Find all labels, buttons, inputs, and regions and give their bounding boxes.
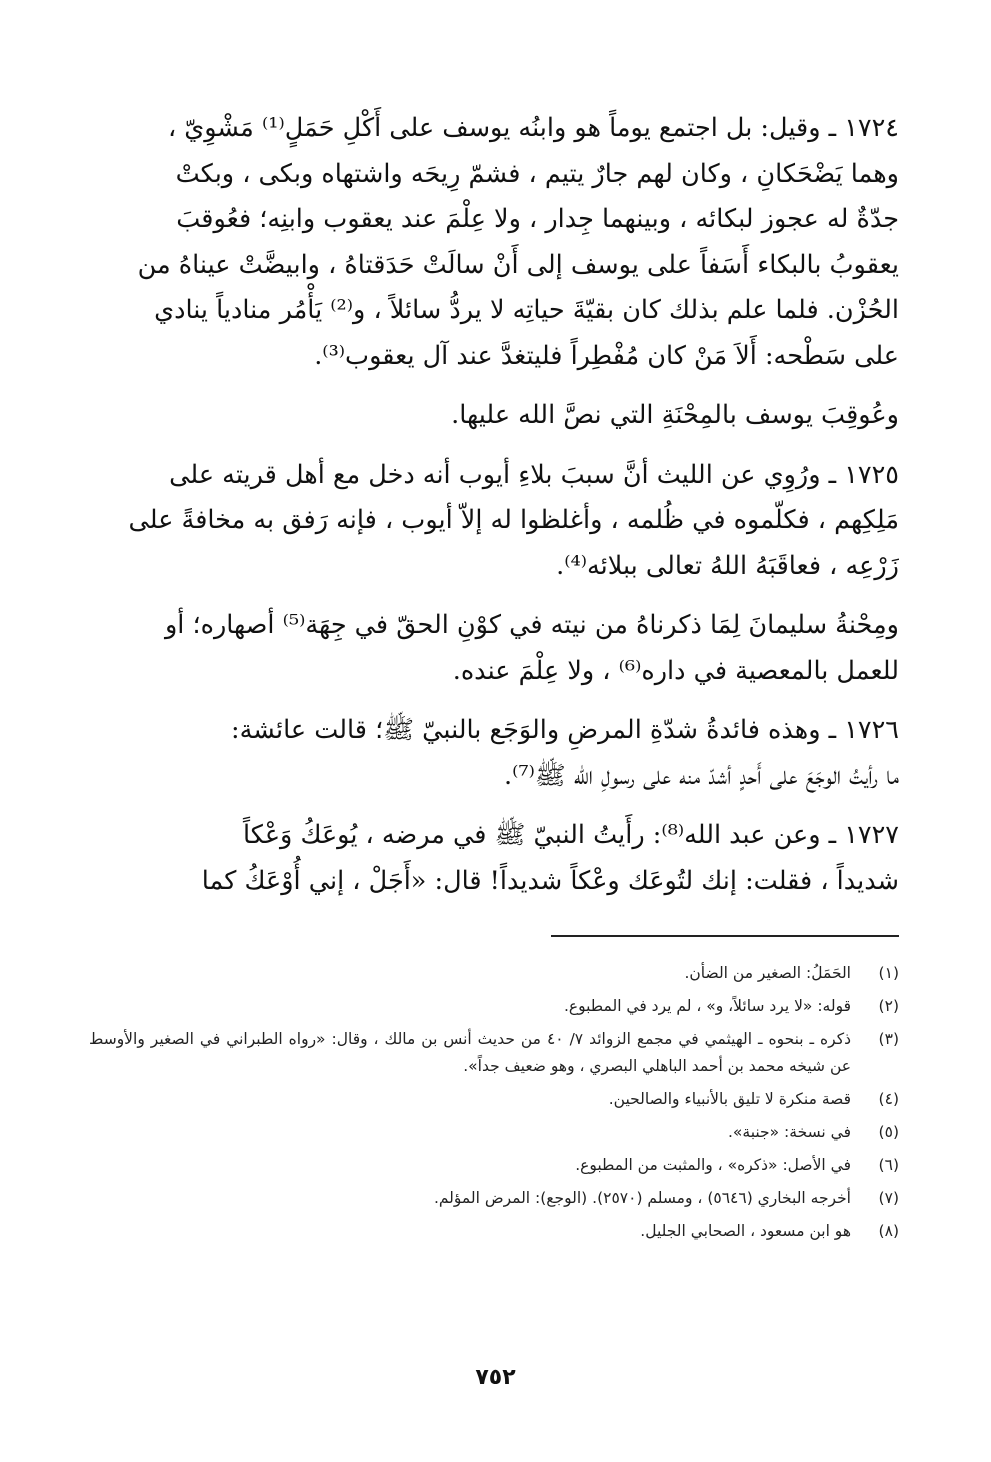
text-line: ١٧٢٦ ـ وهذه فائدةُ شدّةِ المرضِ والوَجَع بالنبيّ ﷺ؛ قالت عائشة: bbox=[231, 715, 899, 745]
text-line: على سَطْحه: أَلاَ مَنْ كان مُفْطِراً فليتغدَّ عند آل يعقوب⁽³⁾. bbox=[314, 340, 899, 371]
text-line: للعمل بالمعصية في داره⁽⁶⁾ ، ولا عِلْمَ عنده. bbox=[452, 655, 899, 686]
footnote-mark: (٥) bbox=[878, 1123, 899, 1141]
footnote-text: ذكره ـ بنحوه ـ الهيثمي في مجمع الزوائد ٧/ ٤٠ من حديث أنس بن مالك ، وقال: «رواه الطبراني في الصغير والأوسط عن شيخه محمد بن أحمد الباهلي البصري ، وهو ضعيف جداً». bbox=[89, 1030, 852, 1075]
footnote-8 bbox=[89, 1218, 899, 1245]
text-line: ما رأيتُ الوجَعَ على أَحدٍ أشدّ منه على رسولِ الله ﷺ⁽⁷⁾. bbox=[504, 760, 899, 791]
footnote-mark: (٧) bbox=[878, 1189, 899, 1207]
text-line: زَرْعِه ، فعاقَبَهُ اللهُ تعالى ببلائه⁽⁴⁾. bbox=[556, 550, 899, 581]
paragraph-1726 bbox=[89, 708, 899, 799]
main-text bbox=[89, 106, 899, 918]
footnote-text: في الأصل: «ذكره» ، والمثبت من المطبوع. bbox=[575, 1156, 851, 1174]
text-line: ومِحْنةُ سليمانَ لِمَا ذكرناهُ من نيته في كوْنِ الحقّ في جِهَة⁽⁵⁾ أصهاره؛ أو bbox=[164, 610, 899, 640]
footnotes bbox=[89, 960, 899, 1245]
footnote-text: قوله: «لا يرد سائلاً، و» ، لم يرد في المطبوع. bbox=[563, 997, 851, 1015]
text-line: وعُوقِبَ يوسف بالمِحْنَةِ التي نصَّ الله عليها. bbox=[451, 400, 899, 430]
text-line: الحُزْن. فلما علم بذلك كان بقيّةَ حياتِه لا يردُّ سائلاً ، و⁽²⁾ يَأْمُر منادياً ينادي bbox=[154, 295, 899, 325]
footnote-mark: (٢) bbox=[878, 997, 899, 1015]
footnote-1 bbox=[89, 960, 899, 987]
paragraph-1727 bbox=[89, 813, 899, 904]
footnote-4 bbox=[89, 1086, 899, 1113]
text-line: ١٧٢٧ ـ وعن عبد الله⁽⁸⁾: رأَيتُ النبيّ ﷺ في مرضه ، يُوعَكُ وَعْكاً bbox=[242, 820, 899, 850]
footnote-text: أخرجه البخاري (٥٦٤٦) ، ومسلم (٢٥٧٠). (الوجع): المرض المؤلم. bbox=[433, 1189, 851, 1207]
footnote-text: هو ابن مسعود ، الصحابي الجليل. bbox=[640, 1222, 851, 1240]
footnote-mark: (٤) bbox=[878, 1090, 899, 1108]
footnote-7 bbox=[89, 1185, 899, 1212]
footnote-mark: (٣) bbox=[878, 1030, 899, 1048]
text-line: ١٧٢٥ ـ ورُوِي عن الليث أنَّ سببَ بلاءِ أيوب أنه دخل مع أهل قريته على bbox=[169, 459, 899, 490]
footnote-6 bbox=[89, 1152, 899, 1179]
text-line: يعقوبُ بالبكاء أَسَفاً على يوسف إلى أَنْ سالَتْ حَدَقتاهُ ، وابيضَّتْ عيناهُ من bbox=[137, 249, 899, 280]
text-line: مَلِكِهم ، فكلّموه في ظُلمه ، وأغلظوا له إلاّ أيوب ، فإنه رَفق به مخافةً على bbox=[128, 505, 899, 535]
text-line: شديداً ، فقلت: إنك لتُوعَك وعْكاً شديداً! قال: «أَجَلْ ، إني أُوْعَكُ كما bbox=[201, 865, 899, 896]
footnote-mark: (١) bbox=[878, 964, 899, 982]
paragraph-1725 bbox=[89, 453, 899, 590]
footnote-mark: (٦) bbox=[878, 1156, 899, 1174]
footnote-text: قصة منكرة لا تليق بالأنبياء والصالحين. bbox=[608, 1090, 851, 1108]
footnote-mark: (٨) bbox=[878, 1222, 899, 1240]
text-line: وهما يَضْحَكانِ ، وكان لهم جارٌ يتيم ، فشمّ رِيحَه واشتهاه وبكى ، وبكتْ bbox=[175, 158, 899, 189]
footnote-divider bbox=[551, 935, 899, 937]
text-line: ١٧٢٤ ـ وقيل: بل اجتمع يوماً هو وابنُه يوسف على أَكْلِ حَمَلٍ⁽¹⁾ مَشْوِيّ ، bbox=[167, 113, 899, 143]
footnote-text: في نسخة: «جنبة». bbox=[727, 1123, 851, 1141]
paragraph-yusuf bbox=[89, 393, 899, 439]
footnote-5 bbox=[89, 1119, 899, 1146]
paragraph-sulayman bbox=[89, 603, 899, 694]
page-number: ٧٥٢ bbox=[475, 1365, 516, 1390]
footnote-2 bbox=[89, 993, 899, 1020]
paragraph-1724 bbox=[89, 106, 899, 379]
text-line: جدّةٌ له عجوز لبكائه ، وبينهما جِدار ، ولا عِلْمَ عند يعقوب وابنِه؛ فعُوقبَ bbox=[176, 204, 899, 234]
footnote-3 bbox=[89, 1026, 899, 1080]
footnote-text: الحَمَلُ: الصغير من الضأن. bbox=[684, 964, 851, 982]
